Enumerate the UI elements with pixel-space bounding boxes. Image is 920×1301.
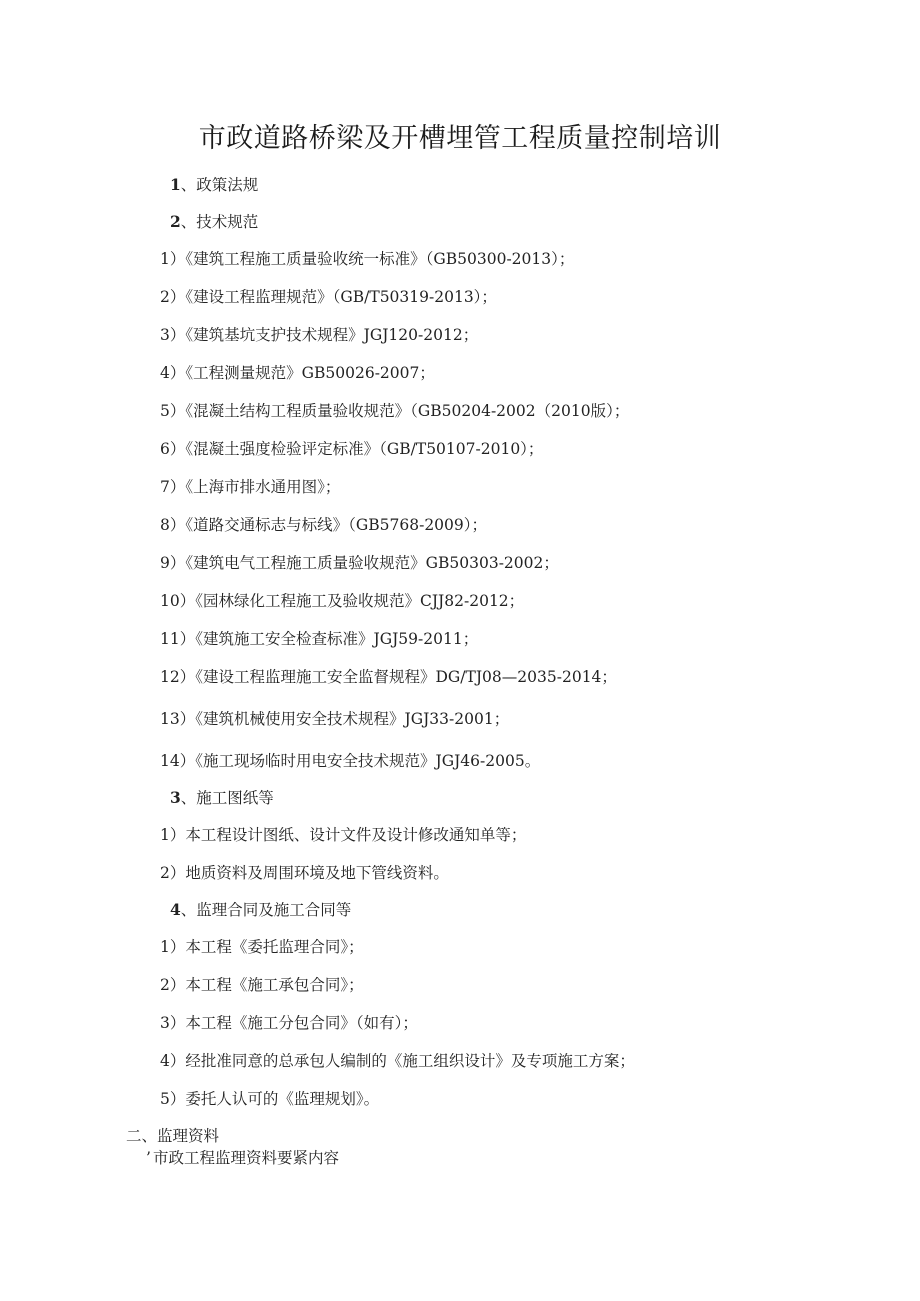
list-item: 6）《混凝土强度检验评定标准》（GB/T50107-2010）； <box>160 440 544 458</box>
section-heading-contracts <box>170 900 351 920</box>
list-item: 9）《建筑电气工程施工质量验收规范》GB50303-2002； <box>160 554 559 572</box>
section-label: 、政策法规 <box>180 176 259 194</box>
stray-mark: ’ <box>146 1149 151 1167</box>
section-heading-drawings <box>170 788 274 808</box>
list-item: 2）地质资料及周围环境及地下管线资料。 <box>160 864 449 882</box>
section-number: 4 <box>170 900 181 919</box>
section-label: 、监理合同及施工合同等 <box>180 901 352 919</box>
list-item: 8）《道路交通标志与标线》（GB5768-2009）； <box>160 516 488 534</box>
list-item: 4）《工程测量规范》GB50026-2007； <box>160 364 435 382</box>
list-item: 1）本工程设计图纸、设计文件及设计修改通知单等； <box>160 826 527 844</box>
section-heading-tech-standards <box>170 212 258 232</box>
part2-subheading <box>146 1148 339 1168</box>
list-item: 1）《建筑工程施工质量验收统一标准》（GB50300-2013）； <box>160 250 575 268</box>
list-item: 1）本工程《委托监理合同》； <box>160 938 364 956</box>
list-item: 3）本工程《施工分包合同》（如有）； <box>160 1014 418 1032</box>
section-number: 3 <box>170 788 181 807</box>
list-item: 13）《建筑机械使用安全技术规程》JGJ33-2001； <box>160 710 510 728</box>
list-item: 5）委托人认可的《监理规划》。 <box>160 1090 380 1108</box>
list-item: 12）《建设工程监理施工安全监督规程》DG/TJ08—2035-2014； <box>160 668 617 686</box>
list-item: 11）《建筑施工安全检查标准》JGJ59-2011； <box>160 630 479 648</box>
section-heading-policy <box>170 175 258 195</box>
list-item: 14）《施工现场临时用电安全技术规范》JGJ46-2005。 <box>160 752 541 770</box>
list-item: 2）本工程《施工承包合同》； <box>160 976 364 994</box>
page-title: 市政道路桥梁及开槽埋管工程质量控制培训 <box>198 123 722 154</box>
section-label: 、施工图纸等 <box>180 789 274 807</box>
section-number: 2 <box>170 212 181 231</box>
part2-subheading-text: 市政工程监理资料要紧内容 <box>152 1149 339 1167</box>
list-item: 10）《园林绿化工程施工及验收规范》CJJ82-2012； <box>160 592 525 610</box>
section-label: 、技术规范 <box>180 213 259 231</box>
list-item: 2）《建设工程监理规范》（GB/T50319-2013）； <box>160 288 497 306</box>
list-item: 3）《建筑基坑支护技术规程》JGJ120-2012； <box>160 326 479 344</box>
list-item: 7）《上海市排水通用图》； <box>160 478 341 496</box>
list-item: 4）经批准同意的总承包人编制的《施工组织设计》及专项施工方案； <box>160 1052 635 1070</box>
list-item: 5）《混凝土结构工程质量验收规范》（GB50204-2002（2010版）； <box>160 402 630 420</box>
part2-heading: 二、监理资料 <box>126 1127 220 1145</box>
section-number: 1 <box>170 175 181 194</box>
